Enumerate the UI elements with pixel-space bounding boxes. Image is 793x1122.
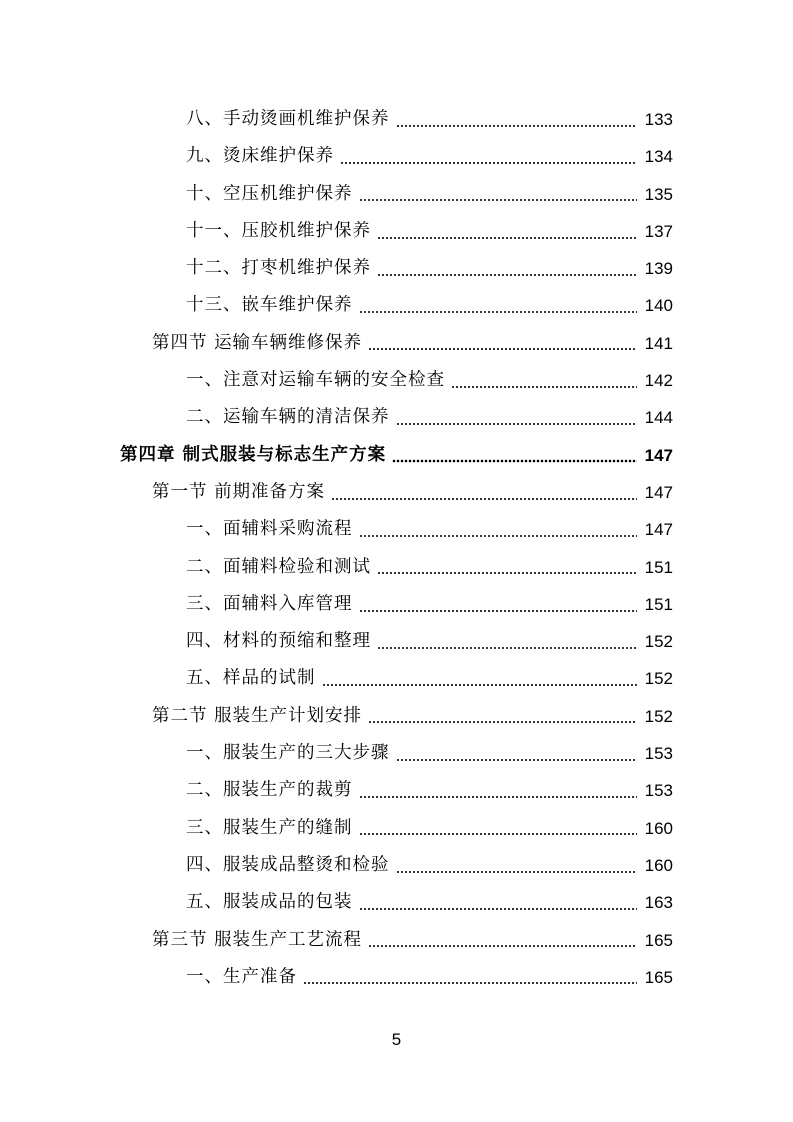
toc-entry-title: 第四节 运输车辆维修保养 bbox=[152, 332, 363, 353]
dot-leader bbox=[331, 489, 637, 509]
toc-entry-page: 160 bbox=[644, 818, 673, 838]
toc-entry-page: 165 bbox=[644, 930, 673, 950]
dot-leader bbox=[359, 526, 638, 546]
toc-entry-title: 二、运输车辆的清洁保养 bbox=[186, 407, 390, 428]
toc-section-entry[interactable] bbox=[0, 474, 793, 511]
toc-entry-page: 160 bbox=[644, 855, 673, 875]
dot-leader bbox=[396, 414, 638, 434]
toc-entry[interactable] bbox=[0, 772, 793, 809]
toc-entry-title: 一、面辅料采购流程 bbox=[186, 519, 353, 540]
toc-entry-page: 152 bbox=[644, 706, 673, 726]
dot-leader bbox=[396, 750, 638, 770]
dot-leader bbox=[451, 377, 637, 397]
toc-entry-title: 九、烫床维护保养 bbox=[186, 146, 334, 167]
table-of-contents bbox=[0, 101, 793, 996]
dot-leader bbox=[322, 675, 638, 695]
toc-entry-title: 第三节 服装生产工艺流程 bbox=[152, 929, 363, 950]
toc-entry-page: 153 bbox=[644, 781, 673, 801]
dot-leader bbox=[377, 265, 637, 285]
dot-leader bbox=[377, 563, 637, 583]
toc-entry[interactable] bbox=[0, 847, 793, 884]
dot-leader bbox=[396, 116, 638, 136]
dot-leader bbox=[359, 190, 638, 210]
toc-entry-title: 三、服装生产的缝制 bbox=[186, 817, 353, 838]
toc-entry[interactable] bbox=[0, 138, 793, 175]
toc-entry-title: 八、手动烫画机维护保养 bbox=[186, 109, 390, 129]
dot-leader bbox=[396, 862, 638, 882]
toc-entry-page: 147 bbox=[644, 520, 673, 540]
toc-entry-page: 140 bbox=[644, 296, 673, 316]
toc-entry[interactable] bbox=[0, 586, 793, 623]
toc-entry-title: 十三、嵌车维护保养 bbox=[186, 295, 353, 316]
toc-entry-page: 152 bbox=[644, 669, 673, 689]
toc-entry-title: 第四章 制式服装与标志生产方案 bbox=[120, 444, 387, 465]
toc-entry-page: 151 bbox=[644, 594, 673, 614]
toc-entry[interactable] bbox=[0, 213, 793, 250]
toc-entry-page: 144 bbox=[644, 408, 673, 428]
dot-leader bbox=[303, 973, 637, 993]
dot-leader bbox=[368, 936, 637, 956]
toc-entry[interactable] bbox=[0, 959, 793, 996]
toc-entry-page: 133 bbox=[644, 110, 673, 129]
toc-entry-page: 142 bbox=[644, 371, 673, 391]
dot-leader bbox=[359, 899, 638, 919]
toc-entry-page: 152 bbox=[644, 632, 673, 652]
toc-entry-page: 163 bbox=[644, 893, 673, 913]
toc-entry-page: 165 bbox=[644, 967, 673, 987]
toc-entry-title: 十一、压胶机维护保养 bbox=[186, 220, 371, 241]
dot-leader bbox=[368, 339, 637, 359]
toc-entry-title: 三、面辅料入库管理 bbox=[186, 593, 353, 614]
toc-entry-title: 二、服装生产的裁剪 bbox=[186, 780, 353, 801]
dot-leader bbox=[359, 601, 638, 621]
toc-entry[interactable] bbox=[0, 101, 793, 138]
toc-entry-title: 十、空压机维护保养 bbox=[186, 183, 353, 204]
toc-entry-page: 147 bbox=[644, 482, 673, 502]
dot-leader bbox=[392, 451, 637, 471]
toc-entry[interactable] bbox=[0, 623, 793, 660]
page-number: 5 bbox=[391, 1030, 402, 1049]
toc-entry[interactable] bbox=[0, 810, 793, 847]
toc-entry-page: 151 bbox=[644, 557, 673, 577]
dot-leader bbox=[368, 712, 637, 732]
toc-entry-page: 135 bbox=[644, 184, 673, 204]
toc-entry-title: 第二节 服装生产计划安排 bbox=[152, 705, 363, 726]
dot-leader bbox=[359, 824, 638, 844]
toc-entry[interactable] bbox=[0, 399, 793, 436]
toc-entry-title: 一、生产准备 bbox=[186, 966, 297, 987]
toc-entry-page: 153 bbox=[644, 744, 673, 764]
toc-entry-page: 137 bbox=[644, 221, 673, 241]
toc-entry[interactable] bbox=[0, 884, 793, 921]
toc-entry-title: 一、服装生产的三大步骤 bbox=[186, 743, 390, 764]
dot-leader bbox=[359, 787, 638, 807]
toc-entry[interactable] bbox=[0, 511, 793, 548]
toc-entry[interactable] bbox=[0, 549, 793, 586]
toc-section-entry[interactable] bbox=[0, 922, 793, 959]
toc-entry-title: 一、注意对运输车辆的安全检查 bbox=[186, 370, 445, 391]
toc-section-entry[interactable] bbox=[0, 698, 793, 735]
toc-entry[interactable] bbox=[0, 250, 793, 287]
toc-entry[interactable] bbox=[0, 287, 793, 324]
toc-entry-title: 二、面辅料检验和测试 bbox=[186, 556, 371, 577]
toc-entry[interactable] bbox=[0, 176, 793, 213]
dot-leader bbox=[377, 638, 637, 658]
toc-entry-page: 134 bbox=[644, 147, 673, 167]
toc-entry-page: 139 bbox=[644, 259, 673, 279]
toc-entry-page: 147 bbox=[644, 445, 673, 465]
dot-leader bbox=[340, 153, 637, 173]
dot-leader bbox=[359, 302, 638, 322]
toc-entry[interactable] bbox=[0, 362, 793, 399]
toc-entry-title: 四、材料的预缩和整理 bbox=[186, 631, 371, 652]
dot-leader bbox=[377, 228, 637, 248]
toc-entry-title: 五、样品的试制 bbox=[186, 668, 316, 689]
toc-chapter-entry[interactable] bbox=[0, 437, 793, 474]
toc-entry[interactable] bbox=[0, 735, 793, 772]
toc-entry-title: 十二、打枣机维护保养 bbox=[186, 258, 371, 279]
toc-entry-page: 141 bbox=[644, 333, 673, 353]
toc-entry-title: 四、服装成品整烫和检验 bbox=[186, 854, 390, 875]
toc-section-entry[interactable] bbox=[0, 325, 793, 362]
toc-entry[interactable] bbox=[0, 660, 793, 697]
toc-entry-title: 五、服装成品的包装 bbox=[186, 892, 353, 913]
toc-entry-title: 第一节 前期准备方案 bbox=[152, 481, 326, 502]
